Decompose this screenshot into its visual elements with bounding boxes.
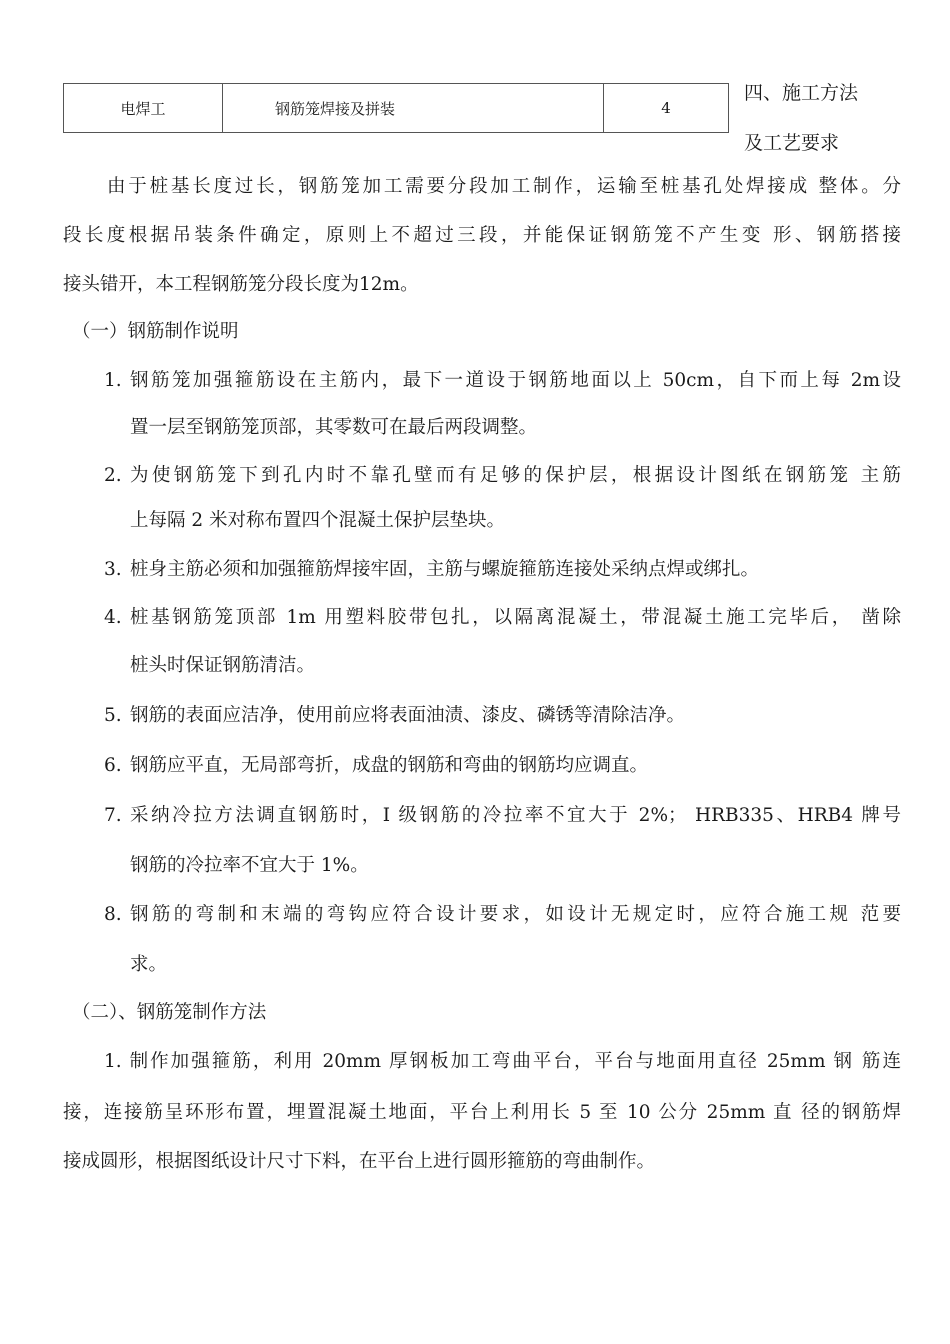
item-text: 桩基钢筋笼顶部 1m 用塑料胶带包扎，以隔离混凝土，带混凝土施工完毕后， 凿除 xyxy=(130,607,901,628)
section-heading-line-2: 及工艺要求 xyxy=(744,132,840,154)
item-text: 钢筋的弯制和末端的弯钩应符合设计要求，如设计无规定时，应符合施工规 范要 xyxy=(130,904,901,925)
item-number: 6. xyxy=(104,755,122,776)
item-number: 8. xyxy=(104,904,122,925)
item-number: 5. xyxy=(104,705,122,726)
intro-line: 由于桩基长度过长，钢筋笼加工需要分段加工制作，运输至桩基孔处焊接成 整体。分 xyxy=(107,176,901,197)
item-text: 置一层至钢筋笼顶部，其零数可在最后两段调整。 xyxy=(130,417,538,438)
table-row xyxy=(64,84,729,133)
section-2-line: 接成圆形，根据图纸设计尺寸下料，在平台上进行圆形箍筋的弯曲制作。 xyxy=(63,1151,656,1172)
table-cell-count: 4 xyxy=(604,84,729,133)
section-heading-line-1: 四、施工方法 xyxy=(744,82,859,104)
table-cell-role: 电焊工 xyxy=(64,84,223,133)
section-2-line: 1. 制作加强箍筋，利用 20mm 厚钢板加工弯曲平台，平台与地面用直径 25mm 钢 筋连 xyxy=(104,1051,901,1072)
item-text: 钢筋笼加强箍筋设在主筋内，最下一道设于钢筋地面以上 50cm，自下而上每 2m设 xyxy=(130,370,901,391)
work-table xyxy=(63,83,729,133)
item-text: 求。 xyxy=(130,954,168,975)
item-number: 2. xyxy=(104,465,122,486)
item-text: 钢筋应平直，无局部弯折，成盘的钢筋和弯曲的钢筋均应调直。 xyxy=(130,755,649,776)
section-2-heading: （二）、钢筋笼制作方法 xyxy=(72,1002,267,1023)
intro-line: 接头错开，本工程钢筋笼分段长度为12m。 xyxy=(63,274,419,295)
item-text: 桩身主筋必须和加强箍筋焊接牢固，主筋与螺旋箍筋连接处采纳点焊或绑扎。 xyxy=(130,559,760,580)
section-1-heading: （一）钢筋制作说明 xyxy=(72,321,239,342)
item-number: 4. xyxy=(104,607,122,628)
item-text: 上每隔 2 米对称布置四个混凝土保护层垫块。 xyxy=(130,510,506,531)
item-text: 钢筋的表面应洁净，使用前应将表面油渍、漆皮、磷锈等清除洁净。 xyxy=(130,705,686,726)
item-text: 采纳冷拉方法调直钢筋时，I 级钢筋的冷拉率不宜大于 2%； HRB335、HRB4 牌号 xyxy=(130,805,901,826)
intro-line: 段长度根据吊装条件确定，原则上不超过三段，并能保证钢筋笼不产生变 形、钢筋搭接 xyxy=(63,225,901,246)
table-cell-task: 钢筋笼焊接及拼装 xyxy=(223,84,604,133)
item-number: 1. xyxy=(104,370,122,391)
item-number: 7. xyxy=(104,805,122,826)
item-text: 桩头时保证钢筋清洁。 xyxy=(130,655,316,676)
item-number: 3. xyxy=(104,559,122,580)
item-text: 钢筋的冷拉率不宜大于 1%。 xyxy=(130,855,369,876)
item-text: 为使钢筋笼下到孔内时不靠孔壁而有足够的保护层，根据设计图纸在钢筋笼 主筋 xyxy=(130,465,901,486)
section-2-line: 接，连接筋呈环形布置，埋置混凝土地面，平台上利用长 5 至 10 公分 25mm 直 径的钢筋焊 xyxy=(63,1102,901,1123)
